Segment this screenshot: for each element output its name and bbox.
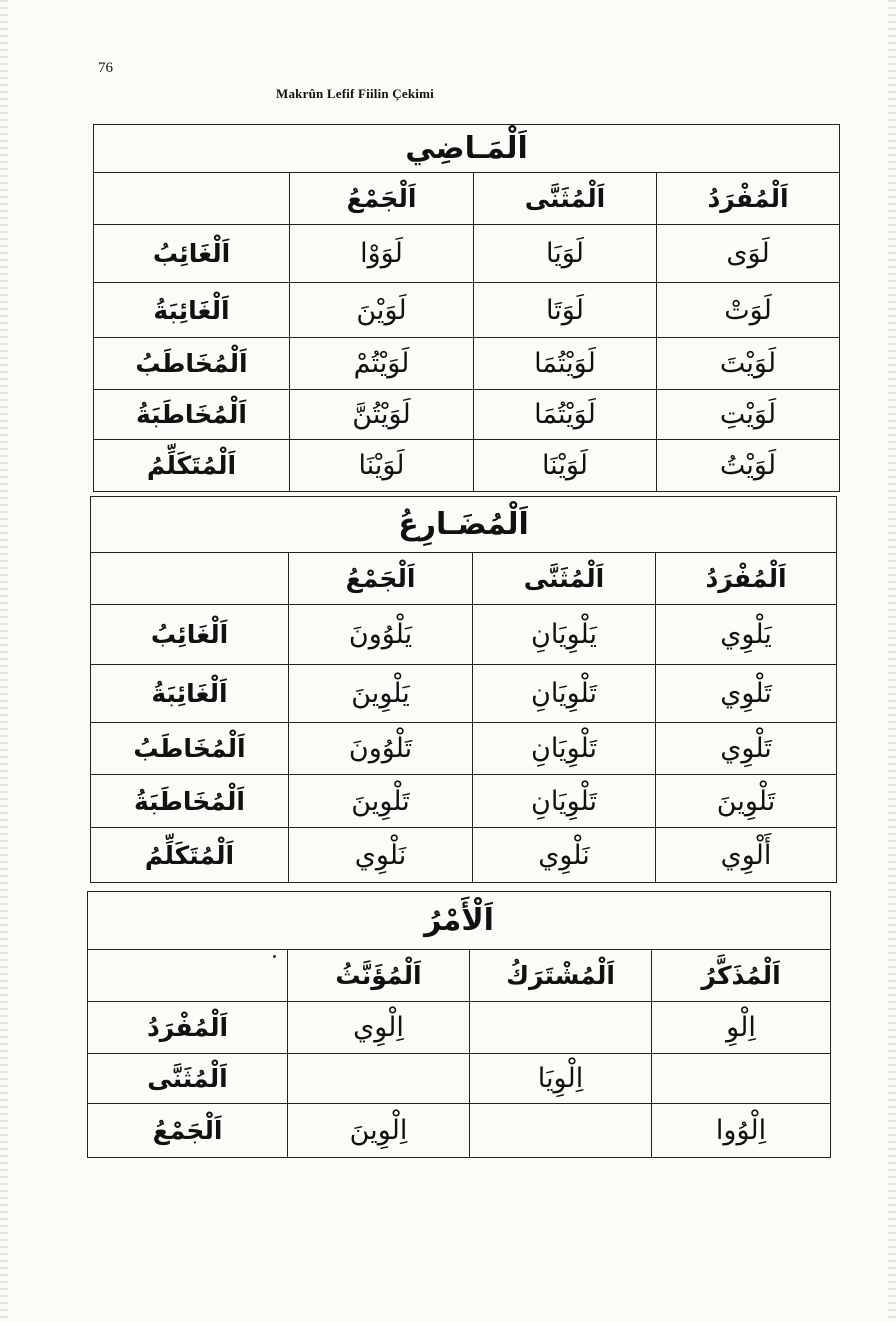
row-label: اَلْغَائِبُ [94,225,290,283]
form-cell: أَلْوِي [656,828,837,883]
header-mudhakkar: اَلْمُذَكَّرُ [652,950,831,1002]
form-cell: يَلْوِي [656,605,837,665]
form-cell: لَوَتَا [474,283,657,338]
form-cell: نَلْوِي [289,828,473,883]
form-cell: نَلْوِي [473,828,656,883]
amr-title: اَلْأَمْرُ [88,892,831,950]
row-label: اَلْجَمْعُ [88,1104,288,1158]
header-jam: اَلْجَمْعُ [290,173,474,225]
ink-dot [273,955,276,958]
mudari-title: اَلْمُضَـارِعُ [91,497,837,553]
form-cell: تَلْوِي [656,665,837,723]
page-number: 76 [98,60,113,76]
form-cell: لَوَيْنَ [290,283,474,338]
form-cell: لَوَتْ [657,283,840,338]
scan-edge-left [0,0,8,1322]
header-mushtarak: اَلْمُشْتَرَكُ [470,950,652,1002]
mudari-table [90,496,837,883]
header-jam: اَلْجَمْعُ [289,553,473,605]
form-cell: لَوَيْتُنَّ [290,390,474,440]
form-cell: يَلْوُونَ [289,605,473,665]
header-muannath: اَلْمُؤَنَّثُ [288,950,470,1002]
row-label: اَلْمُخَاطَبُ [94,338,290,390]
form-cell: لَوَوْا [290,225,474,283]
form-cell: تَلْوِيَانِ [473,723,656,775]
form-cell: اِلْوِيَا [470,1054,652,1104]
row-label: اَلْمُثَنَّى [88,1054,288,1104]
form-cell: تَلْوِيَانِ [473,665,656,723]
form-cell: يَلْوِيَانِ [473,605,656,665]
madi-title: اَلْمَـاضِي [94,125,840,173]
header-mufrad: اَلْمُفْرَدُ [656,553,837,605]
row-label: اَلْغَائِبَةُ [91,665,289,723]
form-cell: اِلْوِ [652,1002,831,1054]
form-cell: لَوَيْنَا [474,440,657,492]
header-empty [88,950,288,1002]
row-label: اَلْغَائِبُ [91,605,289,665]
form-cell [470,1104,652,1158]
header-mufrad: اَلْمُفْرَدُ [657,173,840,225]
row-label: اَلْمُخَاطَبُ [91,723,289,775]
row-label: اَلْغَائِبَةُ [94,283,290,338]
form-cell: لَوَيْتِ [657,390,840,440]
form-cell: لَوَيَا [474,225,657,283]
row-label: اَلْمُفْرَدُ [88,1002,288,1054]
form-cell: اِلْوُوا [652,1104,831,1158]
form-cell: لَوَيْتُمَا [474,338,657,390]
scan-edge-right [888,0,896,1322]
form-cell [652,1054,831,1104]
header-empty [91,553,289,605]
header-muthanna: اَلْمُثَنَّى [473,553,656,605]
form-cell: اِلْوِينَ [288,1104,470,1158]
row-label: اَلْمُخَاطَبَةُ [91,775,289,828]
form-cell: تَلْوِينَ [289,775,473,828]
form-cell: لَوَى [657,225,840,283]
form-cell: تَلْوِي [656,723,837,775]
row-label: اَلْمُتَكَلِّمُ [94,440,290,492]
form-cell: يَلْوِينَ [289,665,473,723]
amr-table [87,891,831,1158]
form-cell: لَوَيْنَا [290,440,474,492]
madi-table [93,124,840,492]
form-cell: لَوَيْتُمْ [290,338,474,390]
form-cell [470,1002,652,1054]
header-muthanna: اَلْمُثَنَّى [474,173,657,225]
form-cell: لَوَيْتُ [657,440,840,492]
form-cell: لَوَيْتُمَا [474,390,657,440]
form-cell: لَوَيْتَ [657,338,840,390]
form-cell: تَلْوُونَ [289,723,473,775]
form-cell: تَلْوِيَانِ [473,775,656,828]
row-label: اَلْمُخَاطَبَةُ [94,390,290,440]
form-cell [288,1054,470,1104]
page-title: Makrûn Lefif Fiilin Çekimi [276,86,434,101]
form-cell: تَلْوِينَ [656,775,837,828]
header-empty [94,173,290,225]
row-label: اَلْمُتَكَلِّمُ [91,828,289,883]
form-cell: اِلْوِي [288,1002,470,1054]
